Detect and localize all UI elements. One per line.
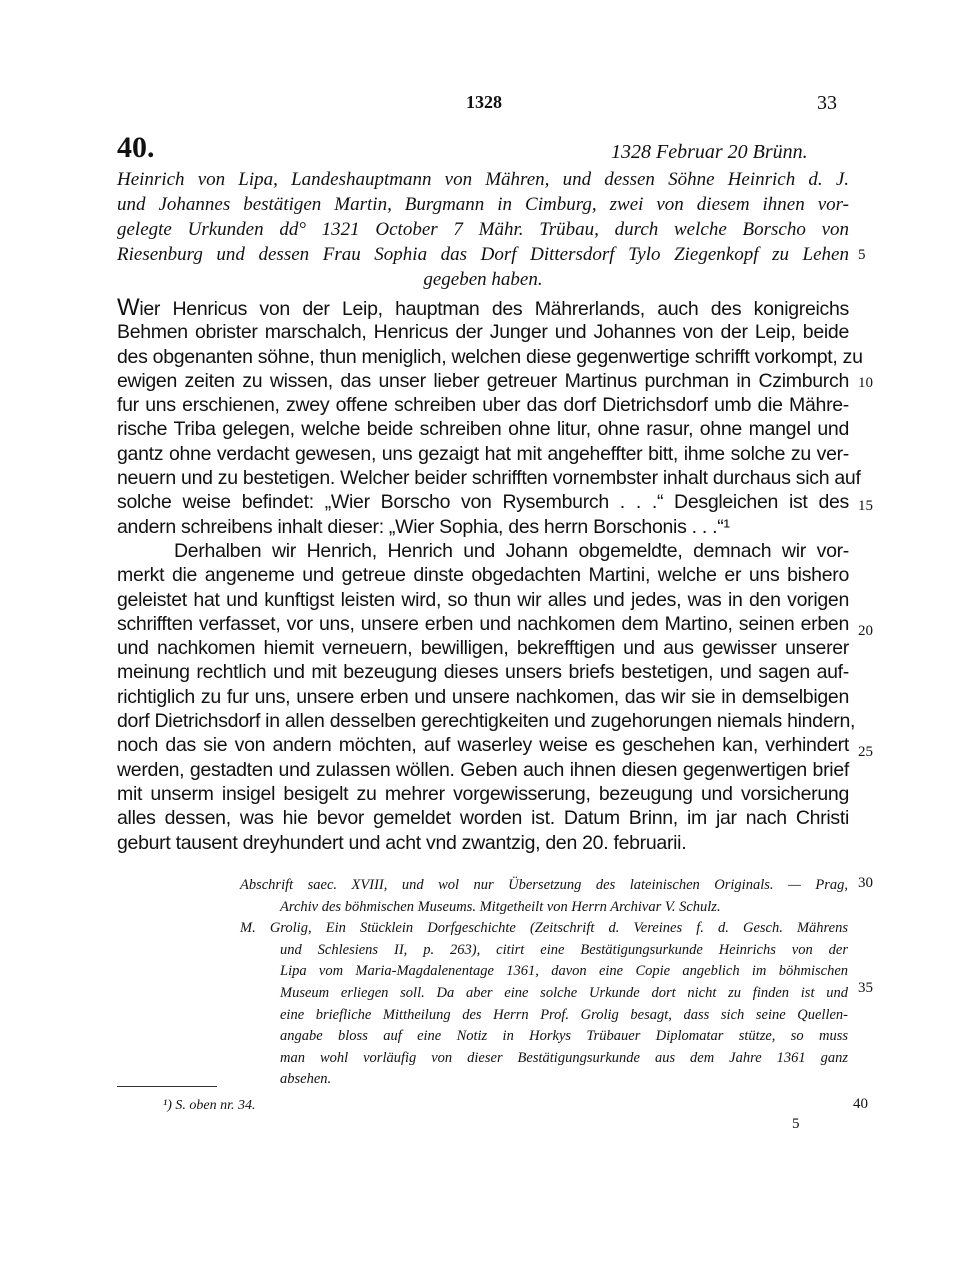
- body-line: meinung rechtlich und mit bezeugung dieses unsers briefs bestetigen, und sagen auf-: [117, 661, 849, 684]
- regest-line: Riesenburg und dessen Frau Sophia das Dorf Dittersdorf Tylo Ziegenkopf zu Lehen: [117, 244, 849, 265]
- margin-line-number: 30: [858, 875, 873, 891]
- body-line: alles dessen, was hie bevor gemeldet worden ist. Datum Brinn, im jar nach Christi: [117, 807, 849, 830]
- initial-letter: W: [117, 294, 140, 321]
- note-line: absehen.: [280, 1071, 332, 1088]
- regest: [117, 167, 849, 292]
- body-line: noch das sie von andern möchten, auf waserley weise es geschehen kan, verhindert: [117, 734, 849, 757]
- margin-line-number: 25: [858, 744, 873, 760]
- page-number: 33: [817, 92, 837, 114]
- regest-line: gegeben haben.: [423, 269, 543, 290]
- source-notes: [240, 875, 848, 1091]
- body-line: mit unserm insigel besigelt zu mehrer vorgewisserung, bezeugung und vorsicherung: [117, 782, 849, 805]
- note-line: angabe bloss auf eine Notiz in Horkys Trübauer Diplomatar stütze, so muss: [280, 1028, 848, 1045]
- regest-line: gelegte Urkunden dd° 1321 October 7 Mähr. Trübau, durch welche Borscho von: [117, 219, 849, 240]
- body-line: des obgenanten söhne, thun meniglich, welchen diese gegenwertige schrifft vorkompt, zu: [117, 345, 863, 368]
- note-line: und Schlesiens II, p. 263), citirt eine Bestätigungsurkunde Heinrichs von der: [280, 941, 848, 958]
- document-number: 40.: [117, 131, 155, 164]
- regest-line: Heinrich von Lipa, Landeshauptmann von Mähren, und dessen Söhne Heinrich d. J.: [117, 169, 849, 190]
- footnote: ¹) S. oben nr. 34.: [163, 1098, 256, 1113]
- document-date: 1328 Februar 20 Brünn.: [611, 141, 808, 163]
- margin-line-number: 35: [858, 980, 873, 996]
- body-line: werden, gestadten und zulassen wöllen. Geben auch ihnen diesen gegenwertigen brief: [117, 758, 849, 781]
- body-line: rische Triba gelegen, welche beide schreiben ohne litur, ohne rasur, ohne mangel und: [117, 418, 849, 441]
- body-line: Behmen obrister marschalch, Henricus der Junger und Johannes von der Leip, beide: [117, 321, 849, 344]
- body-line: gantz ohne verdacht gewesen, uns gezaigt hat mit angeheffter bitt, ihme solche zu ver-: [117, 442, 849, 465]
- regest-line: und Johannes bestätigen Martin, Burgmann in Cimburg, zwei von diesem ihnen vor-: [117, 194, 849, 215]
- note-line: M. Grolig, Ein Stücklein Dorfgeschichte (Zeitschrift d. Vereines f. d. Gesch. Mährens: [240, 920, 848, 937]
- body-line-text: ier Henricus von der Leip, hauptman des Mährerlands, auch des konigreichs: [139, 298, 849, 320]
- body-line: geleistet hat und kunftigst leisten wird, so thun wir alles und jedes, was in den vorigen: [117, 588, 849, 611]
- document-body: [117, 294, 863, 855]
- body-line: [117, 296, 849, 320]
- margin-line-number: 40: [853, 1096, 868, 1112]
- body-line: dorf Dietrichsdorf in allen desselben gerechtigkeiten und zugehorungen niemals hindern,: [117, 710, 856, 733]
- body-line: schrifften verfasset, vor uns, unsere erben und nachkomen dem Martino, seinen erben: [117, 612, 849, 635]
- note-line: Archiv des böhmischen Museums. Mitgetheilt von Herrn Archivar V. Schulz.: [280, 898, 721, 915]
- footnote-divider: [117, 1086, 217, 1087]
- margin-line-number: 10: [858, 375, 873, 391]
- note-line: Museum erliegen soll. Da aber eine solche Urkunde dort nicht zu finden ist und: [280, 984, 848, 1001]
- body-line: ewigen zeiten zu wissen, das unser lieber getreuer Martinus purchman in Czimburch: [117, 369, 849, 392]
- body-line: merkt die angeneme und getreue dinste obgedachten Martini, welche er uns bishero: [117, 564, 849, 587]
- body-line: fur uns erschienen, zwey offene schreiben uber das dorf Dietrichsdorf umb die Mähre-: [117, 394, 849, 417]
- signature-mark: 5: [792, 1116, 800, 1132]
- body-line: Derhalben wir Henrich, Henrich und Johann obgemeldte, demnach wir vor-: [174, 539, 849, 562]
- body-line: andern schreibens inhalt dieser: „Wier Sophia, des herrn Borschonis . . .“¹: [117, 515, 730, 538]
- body-line: solche weise befindet: „Wier Borscho von Rysemburch . . .“ Desgleichen ist des: [117, 491, 849, 514]
- body-line: neuern und zu bestetigen. Welcher beider schrifften vornembster inhalt durchaus sich auf: [117, 467, 861, 490]
- note-line: eine briefliche Mittheilung des Herrn Prof. Grolig besagt, dass sich seine Quellen-: [280, 1006, 848, 1023]
- body-line: und nachkomen hiemit verneuern, bewilligen, bekrefftigen und aus gewisser unserer: [117, 637, 849, 660]
- body-line: richtiglich zu fur uns, unsere erben und unsere nachkomen, das wir sie in demselbigen: [117, 685, 849, 708]
- running-head-year: 1328: [466, 92, 502, 112]
- body-line: geburt tausent dreyhundert und acht vnd zwantzig, den 20. februarii.: [117, 831, 687, 854]
- margin-line-number: 15: [858, 498, 873, 514]
- note-line: Abschrift saec. XVIII, und wol nur Übersetzung des lateinischen Originals. — Prag,: [240, 877, 848, 893]
- margin-line-number: 20: [858, 623, 873, 639]
- margin-line-number: 5: [858, 247, 866, 263]
- note-line: man wohl vorläufig von dieser Bestätigungsurkunde aus dem Jahre 1361 ganz: [280, 1049, 848, 1066]
- note-line: Lipa vom Maria-Magdalenentage 1361, davon eine Copie angeblich im böhmischen: [280, 963, 848, 980]
